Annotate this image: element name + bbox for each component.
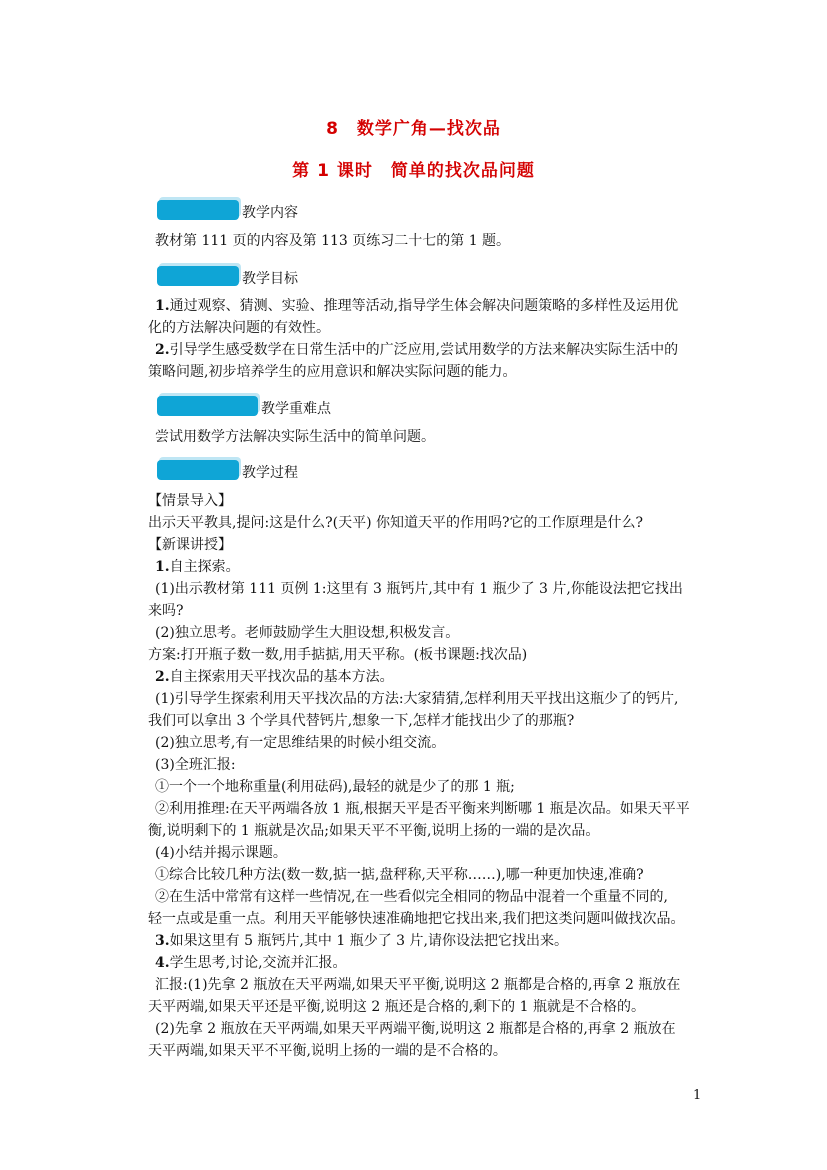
heading-new-lesson: 【新课讲授】 (148, 537, 232, 553)
step-2-3: (3)全班汇报: (155, 757, 236, 773)
goal-1-number: 1. (155, 298, 170, 314)
page-number: 1 (693, 1088, 702, 1103)
section-label: 教学过程 (242, 465, 298, 481)
section-badge (157, 396, 258, 416)
section-label: 教学重难点 (261, 401, 331, 417)
lesson-title: 第 1 课时 简单的找次品问题 (292, 161, 535, 181)
step-2-4-2-line-2: 轻一点或是重一点。利用天平能够快速准确地把它找出来,我们把这类问题叫做找次品。 (148, 911, 685, 927)
step-text: 自主探索用天平找次品的基本方法。 (169, 669, 394, 685)
step-1-1-line-1: (1)出示教材第 111 页例 1:这里有 3 瓶钙片,其中有 1 瓶少了 3 片,你能设法把它找出 (155, 581, 683, 597)
step-number: 1. (155, 559, 170, 575)
step-number: 2. (155, 669, 170, 685)
step-2-1-line-2: 我们可以拿出 3 个学具代替钙片,想象一下,怎样才能找出少了的那瓶? (148, 713, 575, 729)
step-2-4: (4)小结并揭示课题。 (155, 845, 287, 861)
step-2 (155, 668, 715, 686)
chapter-title: 8 数学广角—找次品 (326, 119, 501, 139)
section-header-content (157, 196, 298, 222)
step-2-1-line-1: (1)引导学生探索利用天平找次品的方法:大家猜猜,怎样利用天平找出这瓶少了的钙片, (155, 691, 679, 707)
step-1-1-line-2: 来吗? (148, 603, 184, 619)
section-header-process (157, 456, 298, 482)
section-label: 教学目标 (242, 271, 298, 287)
goal-2-line-1 (155, 341, 715, 359)
goal-1-line-2: 化的方法解决问题的有效性。 (148, 320, 330, 336)
goal-2-text: 引导学生感受数学在日常生活中的广泛应用,尝试用数学的方法来解决实际生活中的 (169, 342, 679, 358)
report-1-line-2: 天平两端,如果天平还是平衡,说明这 2 瓶还是合格的,剩下的 1 瓶就是不合格的。 (148, 999, 645, 1015)
step-1-2: (2)独立思考。老师鼓励学生大胆设想,积极发言。 (155, 625, 460, 641)
step-1-plan: 方案:打开瓶子数一数,用手掂掂,用天平称。(板书课题:找次品) (148, 647, 528, 663)
step-2-2: (2)独立思考,有一定思维结果的时候小组交流。 (155, 735, 446, 751)
step-2-3-2-line-2: 衡,说明剩下的 1 瓶就是次品;如果天平不平衡,说明上扬的一端的是次品。 (148, 823, 600, 839)
section-badge (157, 460, 239, 480)
section-header-key-points (157, 392, 331, 418)
step-2-3-1: ①一个一个地称重量(利用砝码),最轻的就是少了的那 1 瓶; (155, 779, 515, 795)
section-label: 教学内容 (242, 205, 298, 221)
report-2-line-2: 天平两端,如果天平不平衡,说明上扬的一端的是不合格的。 (148, 1043, 507, 1059)
content-text: 教材第 111 页的内容及第 113 页练习二十七的第 1 题。 (155, 233, 511, 249)
step-2-4-2-line-1: ②在生活中常常有这样一些情况,在一些看似完全相同的物品中混着一个重量不同的, (155, 889, 668, 905)
step-1 (155, 558, 715, 576)
step-number: 4. (155, 955, 170, 971)
section-header-goals (157, 262, 298, 288)
step-number: 3. (155, 933, 170, 949)
section-badge (157, 266, 239, 286)
step-2-3-2-line-1: ②利用推理:在天平两端各放 1 瓶,根据天平是否平衡来判断哪 1 瓶是次品。如果天平平 (155, 801, 690, 817)
goal-2-line-2: 策略问题,初步培养学生的应用意识和解决实际问题的能力。 (148, 364, 517, 380)
step-text: 学生思考,讨论,交流并汇报。 (169, 955, 347, 971)
goal-1-text: 通过观察、猜测、实验、推理等活动,指导学生体会解决问题策略的多样性及运用优 (169, 298, 679, 314)
goal-2-number: 2. (155, 342, 170, 358)
step-3 (155, 932, 715, 950)
step-text: 如果这里有 5 瓶钙片,其中 1 瓶少了 3 片,请你设法把它找出来。 (169, 933, 568, 949)
intro-text: 出示天平教具,提问:这是什么?(天平) 你知道天平的作用吗?它的工作原理是什么? (148, 515, 644, 531)
goal-1-line-1 (155, 297, 715, 315)
report-2-line-1: (2)先拿 2 瓶放在天平两端,如果天平两端平衡,说明这 2 瓶都是合格的,再拿 2 瓶放在 (155, 1021, 676, 1037)
step-2-4-1: ①综合比较几种方法(数一数,掂一掂,盘秤称,天平称……),哪一种更加快速,准确? (155, 867, 644, 883)
step-text: 自主探索。 (169, 559, 240, 575)
section-badge (157, 200, 239, 220)
heading-scene-intro: 【情景导入】 (148, 493, 232, 509)
report-1-line-1: 汇报:(1)先拿 2 瓶放在天平两端,如果天平平衡,说明这 2 瓶都是合格的,再拿 2 瓶放在 (155, 977, 681, 993)
key-points-text: 尝试用数学方法解决实际生活中的简单问题。 (155, 429, 435, 445)
step-4 (155, 954, 715, 972)
